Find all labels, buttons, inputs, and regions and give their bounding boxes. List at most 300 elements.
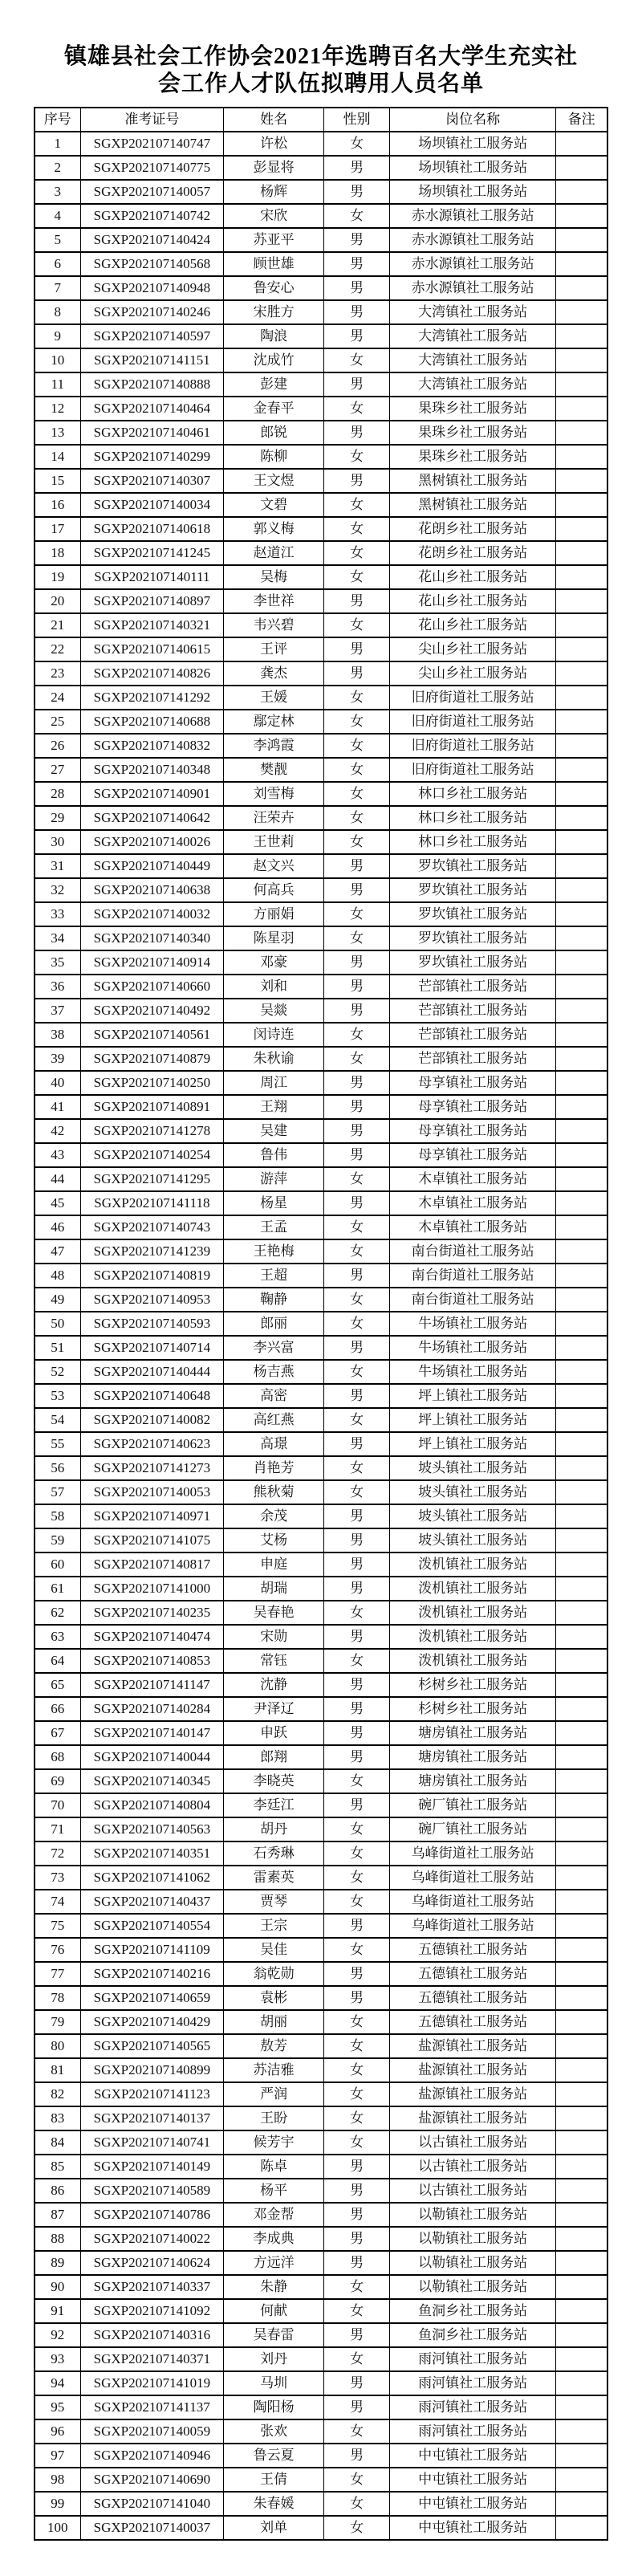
cell-name: 王孟 xyxy=(224,1215,324,1239)
table-row xyxy=(35,2082,607,2106)
cell-name: 苏洁雅 xyxy=(224,2058,324,2082)
cell-index: 23 xyxy=(35,661,80,686)
cell-position: 以古镇社工服务站 xyxy=(390,2155,556,2179)
cell-position: 赤水源镇社工服务站 xyxy=(390,276,556,300)
table-row xyxy=(35,1793,607,1817)
cell-index: 58 xyxy=(35,1504,80,1528)
cell-exam-id: SGXP202107140642 xyxy=(80,806,224,830)
cell-remark xyxy=(556,1793,607,1817)
cell-remark xyxy=(556,999,607,1023)
cell-index: 96 xyxy=(35,2419,80,2444)
table-row xyxy=(35,1986,607,2010)
cell-index: 66 xyxy=(35,1697,80,1721)
cell-name: 艾杨 xyxy=(224,1528,324,1553)
cell-index: 13 xyxy=(35,421,80,445)
cell-position: 林口乡社工服务站 xyxy=(390,830,556,854)
cell-remark xyxy=(556,2010,607,2034)
cell-gender: 女 xyxy=(324,782,390,806)
table-row xyxy=(35,252,607,276)
cell-gender: 男 xyxy=(324,252,390,276)
table-row xyxy=(35,2299,607,2323)
cell-gender: 男 xyxy=(324,1119,390,1143)
cell-exam-id: SGXP202107140444 xyxy=(80,1360,224,1384)
cell-remark xyxy=(556,806,607,830)
cell-index: 33 xyxy=(35,902,80,926)
cell-index: 27 xyxy=(35,758,80,782)
cell-position: 南台街道社工服务站 xyxy=(390,1239,556,1264)
cell-position: 坪上镇社工服务站 xyxy=(390,1432,556,1456)
cell-remark xyxy=(556,1528,607,1553)
cell-name: 石秀琳 xyxy=(224,1841,324,1866)
cell-exam-id: SGXP202107140946 xyxy=(80,2444,224,2468)
cell-remark xyxy=(556,710,607,734)
cell-position: 杉树乡社工服务站 xyxy=(390,1673,556,1697)
cell-index: 39 xyxy=(35,1047,80,1071)
cell-name: 彭建 xyxy=(224,372,324,397)
table-row xyxy=(35,854,607,878)
cell-index: 98 xyxy=(35,2468,80,2492)
cell-index: 67 xyxy=(35,1721,80,1745)
cell-name: 郎翔 xyxy=(224,1745,324,1769)
cell-name: 尹泽辽 xyxy=(224,1697,324,1721)
cell-gender: 女 xyxy=(324,1312,390,1336)
cell-remark xyxy=(556,2082,607,2106)
cell-name: 杨辉 xyxy=(224,180,324,204)
table-row xyxy=(35,1023,607,1047)
table-row xyxy=(35,878,607,902)
cell-exam-id: SGXP202107140747 xyxy=(80,132,224,156)
cell-exam-id: SGXP202107140618 xyxy=(80,517,224,541)
cell-index: 49 xyxy=(35,1288,80,1312)
cell-position: 花山乡社工服务站 xyxy=(390,565,556,589)
cell-position: 木卓镇社工服务站 xyxy=(390,1191,556,1215)
cell-index: 53 xyxy=(35,1384,80,1408)
cell-gender: 男 xyxy=(324,324,390,348)
page-title xyxy=(28,43,614,98)
cell-remark xyxy=(556,1553,607,1577)
cell-remark xyxy=(556,902,607,926)
table-row xyxy=(35,950,607,975)
cell-name: 胡丹 xyxy=(224,1817,324,1841)
cell-exam-id: SGXP202107140034 xyxy=(80,493,224,517)
cell-index: 47 xyxy=(35,1239,80,1264)
cell-remark xyxy=(556,782,607,806)
cell-index: 4 xyxy=(35,204,80,228)
cell-gender: 男 xyxy=(324,589,390,613)
table-row xyxy=(35,1191,607,1215)
cell-position: 旧府街道社工服务站 xyxy=(390,710,556,734)
cell-index: 15 xyxy=(35,469,80,493)
cell-exam-id: SGXP202107140345 xyxy=(80,1769,224,1793)
cell-position: 木卓镇社工服务站 xyxy=(390,1215,556,1239)
cell-index: 77 xyxy=(35,1962,80,1986)
cell-index: 81 xyxy=(35,2058,80,2082)
table-row xyxy=(35,2275,607,2299)
cell-position: 乌峰街道社工服务站 xyxy=(390,1841,556,1866)
cell-name: 王超 xyxy=(224,1264,324,1288)
cell-remark xyxy=(556,2492,607,2516)
cell-gender: 女 xyxy=(324,1649,390,1673)
cell-gender: 女 xyxy=(324,1288,390,1312)
cell-exam-id: SGXP202107140474 xyxy=(80,1625,224,1649)
cell-index: 71 xyxy=(35,1817,80,1841)
cell-remark xyxy=(556,372,607,397)
cell-name: 马圳 xyxy=(224,2371,324,2395)
cell-position: 芒部镇社工服务站 xyxy=(390,1023,556,1047)
cell-position: 坡头镇社工服务站 xyxy=(390,1480,556,1504)
cell-remark xyxy=(556,1384,607,1408)
cell-exam-id: SGXP202107140819 xyxy=(80,1264,224,1288)
table-row xyxy=(35,1167,607,1191)
cell-index: 91 xyxy=(35,2299,80,2323)
table-row xyxy=(35,734,607,758)
cell-name: 宋勋 xyxy=(224,1625,324,1649)
cell-remark xyxy=(556,2106,607,2130)
cell-gender: 女 xyxy=(324,758,390,782)
cell-position: 母享镇社工服务站 xyxy=(390,1095,556,1119)
cell-gender: 女 xyxy=(324,1239,390,1264)
cell-remark xyxy=(556,1480,607,1504)
cell-exam-id: SGXP202107140492 xyxy=(80,999,224,1023)
cell-name: 方丽娟 xyxy=(224,902,324,926)
cell-gender: 男 xyxy=(324,421,390,445)
cell-gender: 男 xyxy=(324,1577,390,1601)
cell-index: 65 xyxy=(35,1673,80,1697)
cell-name: 鄢定林 xyxy=(224,710,324,734)
table-row xyxy=(35,1215,607,1239)
cell-name: 文碧 xyxy=(224,493,324,517)
cell-exam-id: SGXP202107140899 xyxy=(80,2058,224,2082)
cell-index: 1 xyxy=(35,132,80,156)
cell-index: 42 xyxy=(35,1119,80,1143)
cell-exam-id: SGXP202107141278 xyxy=(80,1119,224,1143)
cell-gender: 男 xyxy=(324,1504,390,1528)
cell-position: 罗坎镇社工服务站 xyxy=(390,878,556,902)
cell-name: 吴燚 xyxy=(224,999,324,1023)
cell-gender: 女 xyxy=(324,613,390,637)
cell-gender: 男 xyxy=(324,950,390,975)
cell-gender: 女 xyxy=(324,2468,390,2492)
cell-index: 89 xyxy=(35,2251,80,2275)
cell-position: 鱼洞乡社工服务站 xyxy=(390,2323,556,2347)
cell-exam-id: SGXP202107140741 xyxy=(80,2130,224,2155)
cell-index: 20 xyxy=(35,589,80,613)
cell-exam-id: SGXP202107140307 xyxy=(80,469,224,493)
cell-exam-id: SGXP202107140563 xyxy=(80,1817,224,1841)
cell-index: 85 xyxy=(35,2155,80,2179)
cell-position: 牛场镇社工服务站 xyxy=(390,1312,556,1336)
cell-position: 果珠乡社工服务站 xyxy=(390,397,556,421)
cell-remark xyxy=(556,2516,607,2540)
cell-remark xyxy=(556,1914,607,1938)
cell-exam-id: SGXP202107140437 xyxy=(80,1890,224,1914)
table-header xyxy=(35,108,607,132)
cell-gender: 男 xyxy=(324,854,390,878)
table-row xyxy=(35,276,607,300)
cell-gender: 男 xyxy=(324,2155,390,2179)
cell-name: 常钰 xyxy=(224,1649,324,1673)
cell-remark xyxy=(556,926,607,950)
table-row xyxy=(35,565,607,589)
cell-remark xyxy=(556,1625,607,1649)
table-row xyxy=(35,397,607,421)
cell-remark xyxy=(556,2251,607,2275)
table-row xyxy=(35,806,607,830)
cell-index: 52 xyxy=(35,1360,80,1384)
cell-remark xyxy=(556,469,607,493)
cell-index: 7 xyxy=(35,276,80,300)
cell-index: 2 xyxy=(35,156,80,180)
cell-position: 中屯镇社工服务站 xyxy=(390,2444,556,2468)
cell-index: 76 xyxy=(35,1938,80,1962)
cell-position: 盐源镇社工服务站 xyxy=(390,2082,556,2106)
cell-exam-id: SGXP202107140246 xyxy=(80,300,224,324)
cell-index: 84 xyxy=(35,2130,80,2155)
cell-position: 五德镇社工服务站 xyxy=(390,1938,556,1962)
cell-remark xyxy=(556,1095,607,1119)
cell-gender: 男 xyxy=(324,1625,390,1649)
cell-exam-id: SGXP202107141092 xyxy=(80,2299,224,2323)
cell-position: 塘房镇社工服务站 xyxy=(390,1721,556,1745)
cell-gender: 男 xyxy=(324,1553,390,1577)
cell-exam-id: SGXP202107140424 xyxy=(80,228,224,252)
cell-position: 旧府街道社工服务站 xyxy=(390,734,556,758)
cell-position: 赤水源镇社工服务站 xyxy=(390,252,556,276)
table-row xyxy=(35,637,607,661)
table-row xyxy=(35,1817,607,1841)
cell-exam-id: SGXP202107140638 xyxy=(80,878,224,902)
cell-exam-id: SGXP202107140254 xyxy=(80,1143,224,1167)
cell-remark xyxy=(556,975,607,999)
cell-gender: 女 xyxy=(324,686,390,710)
cell-position: 雨河镇社工服务站 xyxy=(390,2371,556,2395)
cell-position: 中屯镇社工服务站 xyxy=(390,2468,556,2492)
cell-remark xyxy=(556,1577,607,1601)
cell-gender: 女 xyxy=(324,1601,390,1625)
cell-exam-id: SGXP202107140589 xyxy=(80,2179,224,2203)
cell-name: 王评 xyxy=(224,637,324,661)
cell-position: 雨河镇社工服务站 xyxy=(390,2419,556,2444)
cell-exam-id: SGXP202107140137 xyxy=(80,2106,224,2130)
cell-exam-id: SGXP202107140032 xyxy=(80,902,224,926)
table-row xyxy=(35,1577,607,1601)
cell-position: 旧府街道社工服务站 xyxy=(390,686,556,710)
cell-exam-id: SGXP202107140804 xyxy=(80,1793,224,1817)
cell-position: 芒部镇社工服务站 xyxy=(390,975,556,999)
cell-exam-id: SGXP202107140648 xyxy=(80,1384,224,1408)
cell-index: 59 xyxy=(35,1528,80,1553)
cell-index: 17 xyxy=(35,517,80,541)
cell-index: 34 xyxy=(35,926,80,950)
cell-remark xyxy=(556,1866,607,1890)
cell-exam-id: SGXP202107140817 xyxy=(80,1553,224,1577)
cell-name: 朱静 xyxy=(224,2275,324,2299)
cell-position: 花朗乡社工服务站 xyxy=(390,517,556,541)
cell-position: 中屯镇社工服务站 xyxy=(390,2516,556,2540)
table-row xyxy=(35,2058,607,2082)
cell-name: 鲁安心 xyxy=(224,276,324,300)
cell-gender: 女 xyxy=(324,1841,390,1866)
cell-remark xyxy=(556,1360,607,1384)
cell-gender: 女 xyxy=(324,2034,390,2058)
cell-gender: 女 xyxy=(324,1890,390,1914)
cell-name: 袁彬 xyxy=(224,1986,324,2010)
table-row xyxy=(35,1312,607,1336)
cell-remark xyxy=(556,228,607,252)
cell-exam-id: SGXP202107140059 xyxy=(80,2419,224,2444)
cell-name: 龚杰 xyxy=(224,661,324,686)
cell-index: 56 xyxy=(35,1456,80,1480)
table-row xyxy=(35,228,607,252)
cell-gender: 男 xyxy=(324,1986,390,2010)
table-row xyxy=(35,1553,607,1577)
cell-name: 张欢 xyxy=(224,2419,324,2444)
cell-index: 21 xyxy=(35,613,80,637)
cell-index: 63 xyxy=(35,1625,80,1649)
cell-index: 30 xyxy=(35,830,80,854)
cell-gender: 女 xyxy=(324,1456,390,1480)
cell-position: 牛场镇社工服务站 xyxy=(390,1360,556,1384)
cell-gender: 女 xyxy=(324,2275,390,2299)
cell-gender: 男 xyxy=(324,1143,390,1167)
cell-name: 李世祥 xyxy=(224,589,324,613)
cell-name: 高红燕 xyxy=(224,1408,324,1432)
table-row xyxy=(35,2130,607,2155)
table-row xyxy=(35,2395,607,2419)
cell-gender: 女 xyxy=(324,445,390,469)
cell-exam-id: SGXP202107140299 xyxy=(80,445,224,469)
table-row xyxy=(35,1841,607,1866)
cell-remark xyxy=(556,324,607,348)
cell-gender: 男 xyxy=(324,228,390,252)
cell-remark xyxy=(556,1697,607,1721)
cell-remark xyxy=(556,1841,607,1866)
table-row xyxy=(35,782,607,806)
cell-name: 李成典 xyxy=(224,2227,324,2251)
cell-exam-id: SGXP202107140879 xyxy=(80,1047,224,1071)
cell-position: 雨河镇社工服务站 xyxy=(390,2395,556,2419)
cell-gender: 女 xyxy=(324,1360,390,1384)
table-row xyxy=(35,613,607,637)
table-header-row xyxy=(35,108,607,132)
cell-remark xyxy=(556,2155,607,2179)
cell-remark xyxy=(556,686,607,710)
cell-gender: 女 xyxy=(324,204,390,228)
cell-gender: 女 xyxy=(324,517,390,541)
cell-remark xyxy=(556,1312,607,1336)
cell-position: 大湾镇社工服务站 xyxy=(390,300,556,324)
cell-gender: 女 xyxy=(324,541,390,565)
table-row xyxy=(35,2251,607,2275)
table-row xyxy=(35,1745,607,1769)
cell-gender: 女 xyxy=(324,2082,390,2106)
cell-exam-id: SGXP202107140688 xyxy=(80,710,224,734)
table-row xyxy=(35,2034,607,2058)
cell-exam-id: SGXP202107140743 xyxy=(80,1215,224,1239)
cell-gender: 男 xyxy=(324,469,390,493)
cell-exam-id: SGXP202107140714 xyxy=(80,1336,224,1360)
cell-index: 43 xyxy=(35,1143,80,1167)
cell-index: 18 xyxy=(35,541,80,565)
cell-position: 碗厂镇社工服务站 xyxy=(390,1817,556,1841)
cell-exam-id: SGXP202107140316 xyxy=(80,2323,224,2347)
cell-position: 雨河镇社工服务站 xyxy=(390,2347,556,2371)
cell-exam-id: SGXP202107140690 xyxy=(80,2468,224,2492)
cell-position: 乌峰街道社工服务站 xyxy=(390,1890,556,1914)
cell-position: 以古镇社工服务站 xyxy=(390,2179,556,2203)
cell-exam-id: SGXP202107141019 xyxy=(80,2371,224,2395)
cell-gender: 男 xyxy=(324,2444,390,2468)
table-row xyxy=(35,975,607,999)
cell-name: 严润 xyxy=(224,2082,324,2106)
cell-exam-id: SGXP202107140149 xyxy=(80,2155,224,2179)
cell-gender: 女 xyxy=(324,2516,390,2540)
cell-exam-id: SGXP202107140235 xyxy=(80,1601,224,1625)
table-row xyxy=(35,493,607,517)
cell-gender: 男 xyxy=(324,1745,390,1769)
cell-name: 沈成竹 xyxy=(224,348,324,372)
cell-gender: 男 xyxy=(324,2179,390,2203)
cell-gender: 女 xyxy=(324,132,390,156)
cell-remark xyxy=(556,132,607,156)
cell-name: 翁乾勋 xyxy=(224,1962,324,1986)
cell-position: 赤水源镇社工服务站 xyxy=(390,228,556,252)
table-row xyxy=(35,902,607,926)
cell-position: 尖山乡社工服务站 xyxy=(390,661,556,686)
cell-position: 旧府街道社工服务站 xyxy=(390,758,556,782)
cell-remark xyxy=(556,758,607,782)
cell-exam-id: SGXP202107141292 xyxy=(80,686,224,710)
cell-index: 62 xyxy=(35,1601,80,1625)
cell-gender: 男 xyxy=(324,1793,390,1817)
cell-gender: 男 xyxy=(324,372,390,397)
cell-exam-id: SGXP202107140037 xyxy=(80,2516,224,2540)
cell-gender: 男 xyxy=(324,878,390,902)
cell-exam-id: SGXP202107140659 xyxy=(80,1986,224,2010)
cell-gender: 男 xyxy=(324,1528,390,1553)
cell-position: 以勒镇社工服务站 xyxy=(390,2227,556,2251)
table-row xyxy=(35,204,607,228)
cell-exam-id: SGXP202107141137 xyxy=(80,2395,224,2419)
cell-name: 沈静 xyxy=(224,1673,324,1697)
cell-name: 余茂 xyxy=(224,1504,324,1528)
cell-position: 以勒镇社工服务站 xyxy=(390,2251,556,2275)
cell-exam-id: SGXP202107141245 xyxy=(80,541,224,565)
cell-gender: 男 xyxy=(324,1673,390,1697)
cell-position: 大湾镇社工服务站 xyxy=(390,324,556,348)
cell-name: 鞠静 xyxy=(224,1288,324,1312)
cell-exam-id: SGXP202107141040 xyxy=(80,2492,224,2516)
cell-exam-id: SGXP202107140044 xyxy=(80,1745,224,1769)
cell-name: 樊靓 xyxy=(224,758,324,782)
table-row xyxy=(35,1264,607,1288)
table-row xyxy=(35,300,607,324)
cell-position: 大湾镇社工服务站 xyxy=(390,348,556,372)
cell-exam-id: SGXP202107140971 xyxy=(80,1504,224,1528)
cell-index: 54 xyxy=(35,1408,80,1432)
cell-remark xyxy=(556,2130,607,2155)
cell-remark xyxy=(556,180,607,204)
table-row xyxy=(35,1432,607,1456)
cell-remark xyxy=(556,1769,607,1793)
cell-name: 肖艳芳 xyxy=(224,1456,324,1480)
cell-index: 25 xyxy=(35,710,80,734)
cell-position: 盐源镇社工服务站 xyxy=(390,2034,556,2058)
cell-index: 64 xyxy=(35,1649,80,1673)
cell-remark xyxy=(556,421,607,445)
cell-exam-id: SGXP202107140742 xyxy=(80,204,224,228)
cell-gender: 男 xyxy=(324,1914,390,1938)
